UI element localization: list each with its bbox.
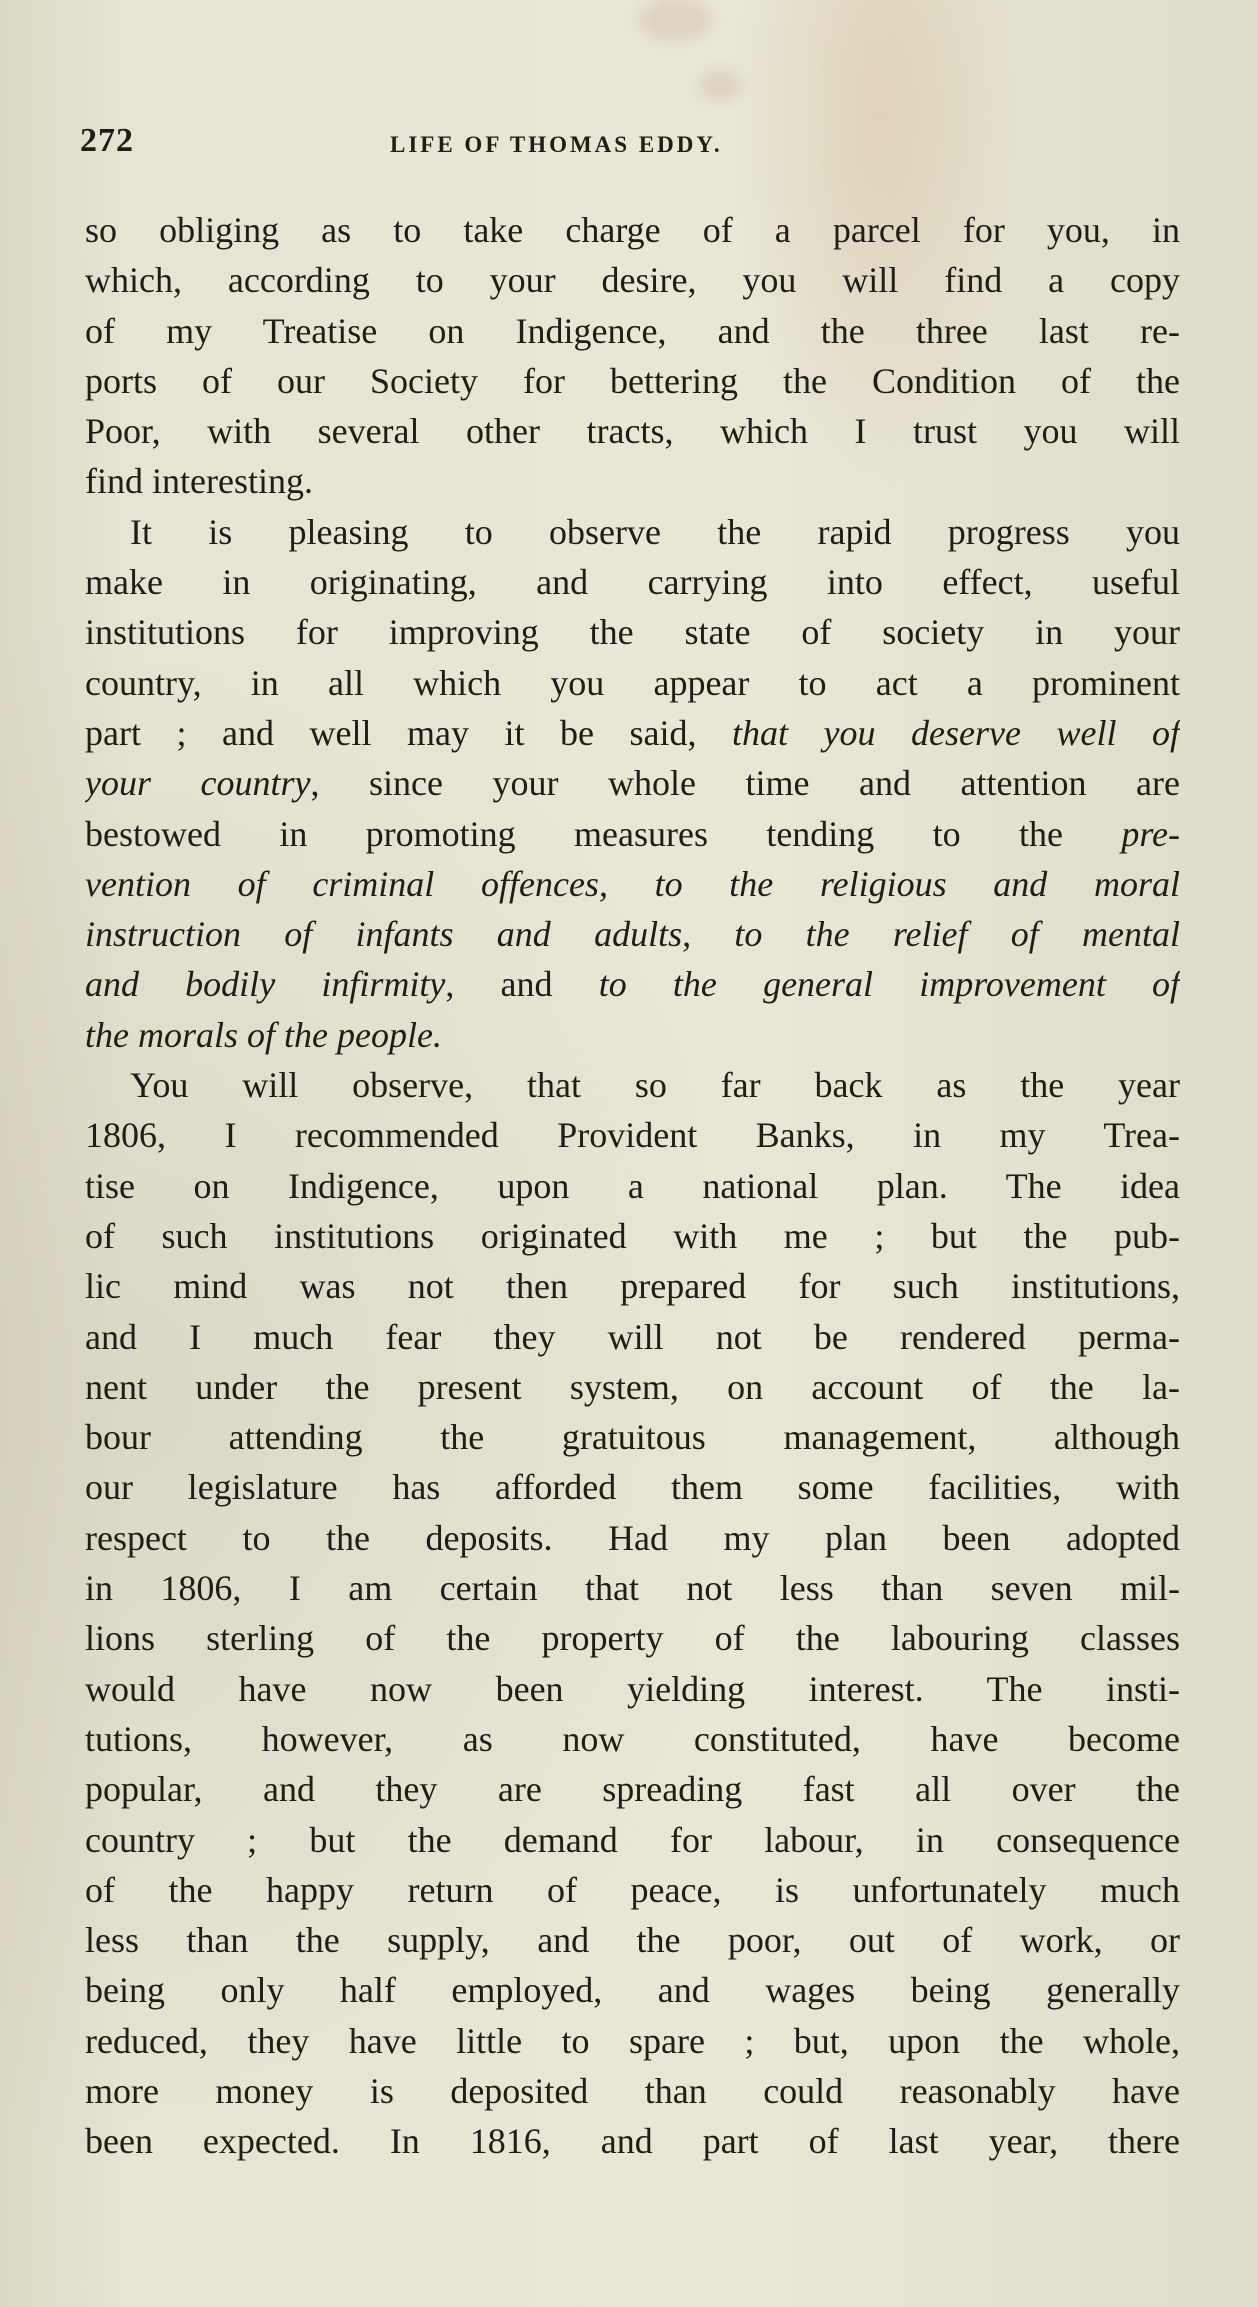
text-line <box>85 1513 1180 1563</box>
text-span: being only half employed, and wages being generally <box>85 1970 1180 2011</box>
text-span: bestowed in promoting measures tending to the <box>85 813 1122 854</box>
text-line <box>85 1563 1180 1613</box>
text-line <box>85 658 1180 708</box>
italic-text: pre- <box>1121 813 1180 854</box>
text-span: Poor, with several other tracts, which I trust you will <box>85 411 1180 452</box>
text-span: , and <box>445 964 599 1005</box>
text-span: It is pleasing to observe the rapid progress you <box>130 511 1180 552</box>
text-line <box>85 1965 1180 2015</box>
text-span: make in originating, and carrying into effect, useful <box>85 562 1180 603</box>
text-line <box>85 1613 1180 1663</box>
text-line <box>85 1462 1180 1512</box>
text-line <box>85 1110 1180 1160</box>
italic-text: that you deserve well of <box>732 712 1180 753</box>
text-line <box>85 557 1180 607</box>
page-header <box>80 122 1180 172</box>
text-line <box>85 1211 1180 1261</box>
italic-text: and bodily infirmity <box>85 964 446 1005</box>
text-line <box>85 456 1180 506</box>
text-line <box>85 1060 1180 1110</box>
text-line <box>85 1915 1180 1965</box>
text-span: in 1806, I am certain that not less than seven mil- <box>85 1568 1180 1609</box>
text-span: would have now been yielding interest. The insti- <box>85 1668 1180 1709</box>
text-span: tutions, however, as now constituted, have become <box>85 1718 1180 1759</box>
text-span: and I much fear they will not be rendered perma- <box>85 1316 1180 1357</box>
text-span: 1806, I recommended Provident Banks, in my Trea- <box>85 1115 1180 1156</box>
italic-text: vention of criminal offences, to the religious and moral <box>85 863 1180 904</box>
text-span: of such institutions originated with me ; but the pub- <box>85 1215 1180 1256</box>
italic-text: the morals of the people. <box>85 1014 442 1055</box>
text-span: respect to the deposits. Had my plan been adopted <box>85 1517 1180 1558</box>
text-span: You will observe, that so far back as the year <box>130 1065 1180 1106</box>
text-span: more money is deposited than could reasonably have <box>85 2070 1180 2111</box>
text-line <box>85 2116 1180 2166</box>
text-line <box>85 1764 1180 1814</box>
text-span: bour attending the gratuitous management, although <box>85 1417 1180 1458</box>
text-span: our legislature has afforded them some facilities, with <box>85 1467 1180 1508</box>
text-span: been expected. In 1816, and part of last year, there <box>85 2121 1180 2162</box>
text-span: which, according to your desire, you will find a copy <box>85 260 1180 301</box>
italic-text: instruction of infants and adults, to the relief of mental <box>85 914 1180 955</box>
text-line <box>85 1714 1180 1764</box>
text-line <box>85 1412 1180 1462</box>
text-line <box>85 1161 1180 1211</box>
text-line <box>85 708 1180 758</box>
text-line <box>85 909 1180 959</box>
text-line <box>85 959 1180 1009</box>
text-span: country ; but the demand for labour, in consequence <box>85 1819 1180 1860</box>
text-line <box>85 859 1180 909</box>
text-span: , since your whole time and attention are <box>310 763 1180 804</box>
text-span: ports of our Society for bettering the Condition of the <box>85 360 1180 401</box>
text-span: country, in all which you appear to act a prominent <box>85 662 1180 703</box>
text-line <box>85 1362 1180 1412</box>
text-span: lic mind was not then prepared for such institutions, <box>85 1266 1180 1307</box>
text-span: nent under the present system, on account of the la- <box>85 1366 1180 1407</box>
body-text <box>85 205 1180 2167</box>
text-span: tise on Indigence, upon a national plan. The idea <box>85 1165 1180 1206</box>
text-line <box>85 2066 1180 2116</box>
text-line <box>85 607 1180 657</box>
text-span: of my Treatise on Indigence, and the three last re- <box>85 310 1180 351</box>
page-number: 272 <box>80 122 134 159</box>
text-line <box>85 507 1180 557</box>
text-span: less than the supply, and the poor, out of work, or <box>85 1920 1180 1961</box>
italic-text: to the general improvement of <box>598 964 1180 1005</box>
text-line <box>85 1010 1180 1060</box>
text-line <box>85 406 1180 456</box>
text-span: part ; and well may it be said, <box>85 712 733 753</box>
italic-text: your country <box>85 763 311 804</box>
text-span: reduced, they have little to spare ; but, upon the whole, <box>85 2020 1180 2061</box>
text-line <box>85 255 1180 305</box>
paper-stain <box>640 0 710 40</box>
text-span: so obliging as to take charge of a parcel for you, in <box>85 210 1180 250</box>
text-line <box>85 2016 1180 2066</box>
text-line <box>85 1312 1180 1362</box>
text-line <box>85 356 1180 406</box>
text-line <box>85 1261 1180 1311</box>
running-head: LIFE OF THOMAS EDDY. <box>390 132 723 157</box>
text-span: find interesting. <box>85 461 313 502</box>
text-line <box>85 1664 1180 1714</box>
text-line <box>85 306 1180 356</box>
text-span: popular, and they are spreading fast all over the <box>85 1769 1180 1810</box>
text-line <box>85 205 1180 255</box>
text-line <box>85 1865 1180 1915</box>
text-line <box>85 809 1180 859</box>
paper-stain <box>700 70 740 100</box>
text-span: institutions for improving the state of society in your <box>85 612 1180 653</box>
text-line <box>85 758 1180 808</box>
text-line <box>85 1815 1180 1865</box>
text-span: lions sterling of the property of the labouring classes <box>85 1618 1180 1659</box>
text-span: of the happy return of peace, is unfortunately much <box>85 1869 1180 1910</box>
